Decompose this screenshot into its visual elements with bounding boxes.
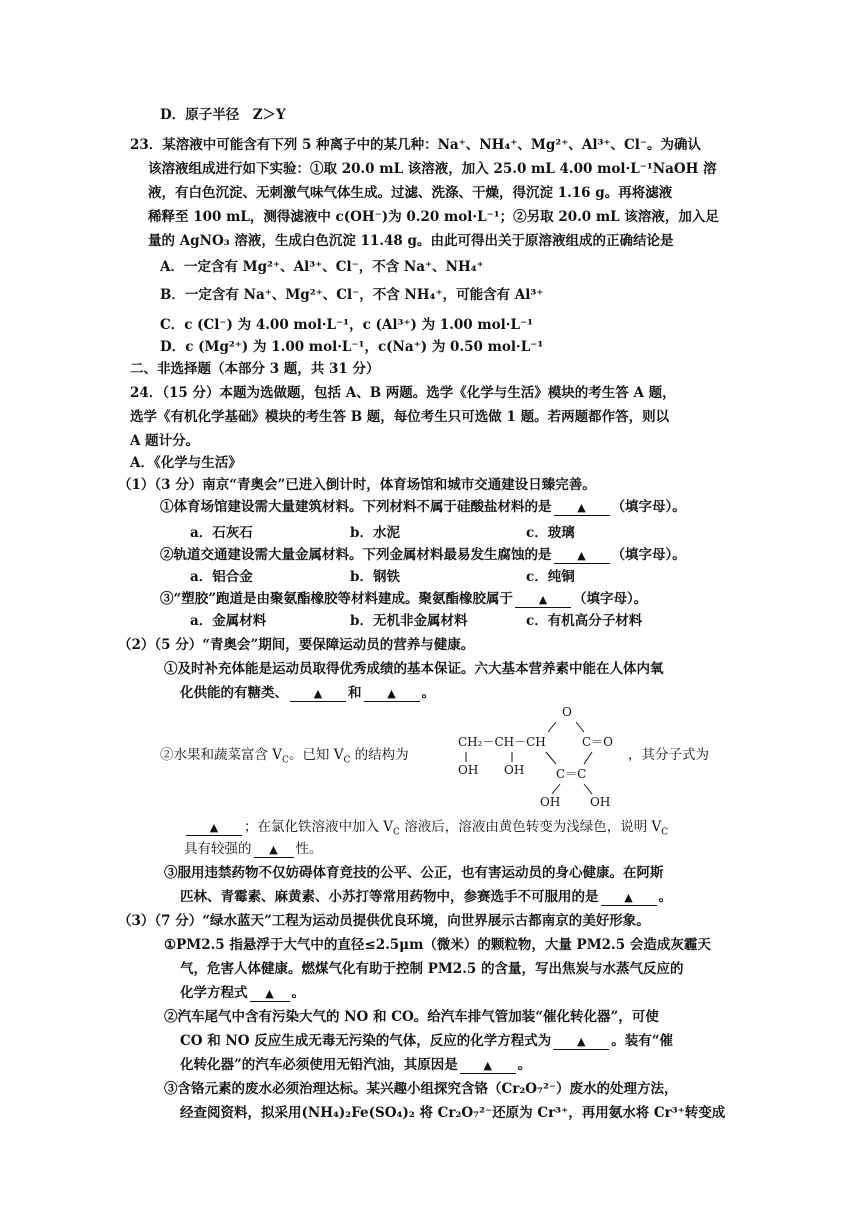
answer-blank: ▲ [254,843,294,858]
q24-line-3: A 题计分。 [130,433,200,449]
q24-p2b: ②水果和蔬菜富含 $V_C$。已知 $V_C$ 的结构为 [160,747,409,766]
answer-blank: ▲ [601,891,657,906]
q24-p1a-option: b．水泥 [350,525,400,541]
q24-p2e-line-2: 匹林、青霉素、麻黄素、小苏打等常用药物中，参赛选手不可服用的是 ▲ 。 [180,889,672,905]
q24-p1b: ②轨道交通建设需大量金属材料。下列金属材料最易发生腐蚀的是 ▲ （填字母）。 [160,547,686,563]
answer-blank: ▲ [186,821,242,836]
q23-line-5: 量的 AgNO₃ 溶液，生成白色沉淀 11.48 g。由此可得出关于原溶液组成的正确结论是 [148,233,674,249]
q24-p3: （3）（7 分）“绿水蓝天”工程为运动员提供优良环境，向世界展示古都南京的美好形象。 [118,913,650,929]
answer-blank: ▲ [515,593,571,608]
q24-p1a-option: a．石灰石 [190,525,253,541]
q24-p2b-tail: ，其分子式为 [628,747,709,763]
q24-p1a-option: c．玻璃 [526,525,575,541]
struct-oh-1: OH [458,763,479,777]
struct-cc: C＝C [556,767,587,781]
q24-p3a-line-3: 化学方程式 ▲ 。 [180,985,305,1001]
q23-line-2: 该溶液组成进行如下实验：①取 20.0 mL 该溶液，加入 25.0 mL 4.00 mol·L⁻¹NaOH 溶 [148,161,717,177]
q24-p1c-option: a．金属材料 [190,613,267,629]
q23-option-a: A．一定含有 Mg²⁺、Al³⁺、Cl⁻，不含 Na⁺、NH₄⁺ [160,259,484,275]
q23-line-3: 液，有白色沉淀、无刺激气味气体生成。过滤、洗涤、干燥，得沉淀 1.16 g。再将滤液 [148,185,673,201]
q23-line-4: 稀释至 100 mL，测得滤液中 c(OH⁻)为 0.20 mol·L⁻¹；②另取 20.0 mL 该溶液，加入足 [148,209,719,225]
struct-oh-2: OH [504,763,525,777]
q23-option-d: D．c (Mg²⁺) 为 1.00 mol·L⁻¹，c(Na⁺) 为 0.50 mol·L⁻¹ [160,339,544,355]
answer-blank: ▲ [364,687,420,702]
struct-co: C＝O [582,735,614,749]
struct-oh-3: OH [540,795,561,809]
q24-part-a-heading: A．《化学与生活》 [130,455,242,471]
q24-p1: （1）（3 分）南京“青奥会”已进入倒计时，体育场馆和城市交通建设日臻完善。 [118,477,596,493]
answer-blank: ▲ [554,501,610,516]
answer-blank: ▲ [460,1059,516,1074]
q24-p2e-line-1: ③服用违禁药物不仅妨碍体育竞技的公平、公正，也有害运动员的身心健康。在阿斯 [164,865,664,881]
q24-p1b-option: b．钢铁 [350,569,400,585]
answer-blank: ▲ [250,987,290,1002]
q24-p3b-line-1: ②汽车尾气中含有污染大气的 NO 和 CO。给汽车排气管加装“催化转化器”，可使 [164,1009,659,1025]
q24-p3b-line-2: CO 和 NO 反应生成无毒无污染的气体，反应的化学方程式为 ▲ 。装有“催 [180,1033,673,1049]
q24-p3c-line-1: ③含铬元素的废水必须治理达标。某兴趣小组探究含铬（Cr₂O₇²⁻）废水的处理方法， [164,1081,678,1097]
struct-oh-4: OH [590,795,611,809]
q24-line-1: 24．（15 分）本题为选做题，包括 A、B 两题。选学《化学与生活》模块的考生答 A 题， [130,385,676,401]
q24-p2a-line-2: 化供能的有糖类、 ▲ 和 ▲ 。 [180,685,435,701]
section-heading: 二、非选择题（本部分 3 题，共 31 分） [130,361,380,377]
answer-blank: ▲ [554,549,610,564]
q24-p1c-option: c．有机高分子材料 [526,613,643,629]
q24-p3b-line-3: 化转化器”的汽车必须使用无铅汽油，其原因是 ▲ 。 [180,1057,532,1073]
q24-p2: （2）（5 分）“青奥会”期间，要保障运动员的营养与健康。 [118,637,475,653]
q24-p2a-line-1: ①及时补充体能是运动员取得优秀成绩的基本保证。六大基本营养素中能在人体内氧 [164,661,664,677]
q24-p1c-option: b．无机非金属材料 [350,613,468,629]
struct-chain: CH₂－CH－CH [458,735,546,749]
q24-p2c: ▲ ；在氯化铁溶液中加入 $V_C$ 溶液后，溶液由黄色转变为浅绿色，说明 $V_C$ [184,818,668,842]
vitamin-c-structure [452,700,632,810]
answer-blank: ▲ [553,1035,609,1050]
q24-p1b-option: c．纯铜 [526,569,575,585]
struct-o: O [562,705,572,719]
q24-p2d: 具有较强的 ▲ 性。 [184,841,323,857]
q24-p1a: ①体育场馆建设需大量建筑材料。下列材料不属于硅酸盐材料的是 ▲ （填字母）。 [160,499,686,515]
q24-p3a-line-1: ①PM2.5 指悬浮于大气中的直径≤2.5μm（微米）的颗粒物，大量 PM2.5 会造成灰霾天 [164,937,711,953]
q24-p3c-line-2: 经查阅资料，拟采用(NH₄)₂Fe(SO₄)₂ 将 Cr₂O₇²⁻还原为 Cr³⁺，再用氨水将 Cr³⁺转变成 [180,1105,726,1121]
q24-p3a-line-2: 气，危害人体健康。燃煤气化有助于控制 PM2.5 的含量，写出焦炭与水蒸气反应的 [180,961,684,977]
q24-p1b-option: a．铝合金 [190,569,253,585]
q24-line-2: 选学《有机化学基础》模块的考生答 B 题，每位考生只可选做 1 题。若两题都作答，则以 [130,409,670,425]
q22-option-d: D．原子半径 Z＞Y [160,107,286,123]
q23-option-c: C．c (Cl⁻) 为 4.00 mol·L⁻¹，c (Al³⁺) 为 1.00 mol·L⁻¹ [160,317,534,333]
q24-p1c: ③“塑胶”跑道是由聚氨酯橡胶等材料建成。聚氨酯橡胶属于 ▲ （填字母）。 [160,591,648,607]
answer-blank: ▲ [290,687,346,702]
q23-line-1: 23．某溶液中可能含有下列 5 种离子中的某几种：Na⁺、NH₄⁺、Mg²⁺、Al³⁺、Cl⁻。为确认 [130,137,701,153]
q23-option-b: B．一定含有 Na⁺、Mg²⁺、Cl⁻，不含 NH₄⁺，可能含有 Al³⁺ [160,287,544,303]
